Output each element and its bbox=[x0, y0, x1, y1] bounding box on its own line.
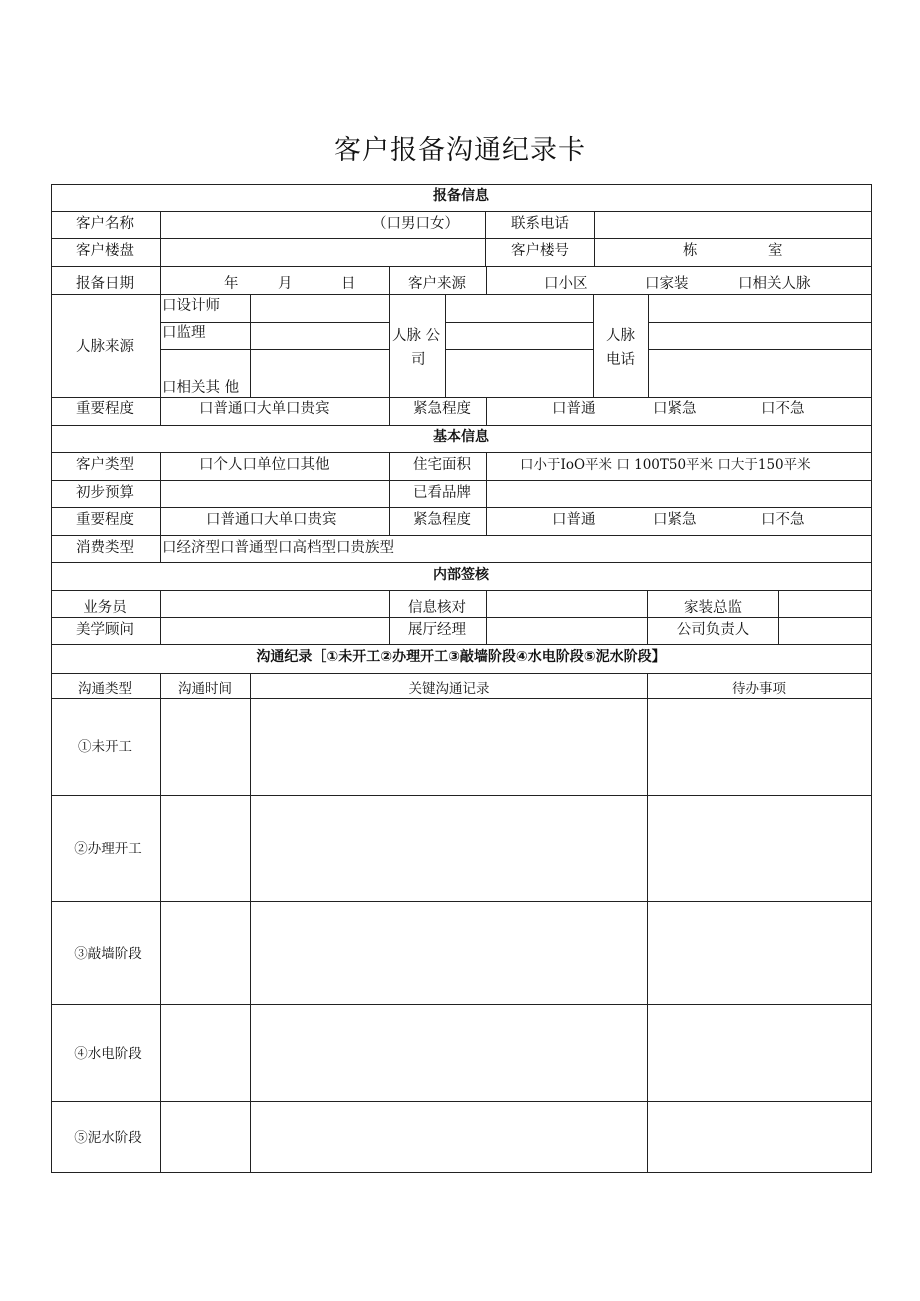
column-divider bbox=[778, 590, 779, 644]
importance-label: 重要程度 bbox=[76, 401, 134, 417]
row-divider bbox=[51, 698, 872, 699]
property-label: 客户楼盘 bbox=[76, 243, 134, 259]
source-option-community[interactable]: 口小区 bbox=[544, 276, 588, 292]
company-head-label: 公司负责人 bbox=[676, 622, 750, 638]
section-header-report: 报备信息 bbox=[433, 188, 489, 204]
stage-start-processing: ②办理开工 bbox=[74, 841, 142, 857]
column-divider bbox=[389, 294, 390, 425]
customer-name-label: 客户名称 bbox=[76, 216, 134, 232]
urgency-option-urgent[interactable]: 口紧急 bbox=[653, 401, 697, 417]
network-phone-label: 人脉 bbox=[606, 328, 635, 344]
customer-type-label: 客户类型 bbox=[76, 457, 134, 473]
column-divider bbox=[647, 590, 648, 644]
stage-not-started: ①未开工 bbox=[78, 739, 132, 755]
column-divider bbox=[160, 211, 161, 425]
consumption-options[interactable]: 口经济型口普通型口高档型口贵族型 bbox=[162, 540, 394, 556]
table-border-bottom bbox=[51, 1172, 872, 1173]
basic-urgency-option-urgent[interactable]: 口紧急 bbox=[653, 512, 697, 528]
row-divider bbox=[51, 211, 872, 212]
column-header-record: 关键沟通记录 bbox=[408, 681, 490, 697]
column-divider bbox=[486, 590, 487, 644]
consumption-label: 消费类型 bbox=[76, 540, 134, 556]
info-check-label: 信息核对 bbox=[408, 600, 466, 616]
row-divider bbox=[51, 617, 872, 618]
stage-wall-demolition: ③敲墙阶段 bbox=[74, 946, 142, 962]
column-divider bbox=[389, 452, 390, 535]
column-divider bbox=[594, 211, 595, 266]
row-divider bbox=[51, 425, 872, 426]
basic-urgency-option-not-urgent[interactable]: 口不急 bbox=[761, 512, 805, 528]
row-divider bbox=[160, 322, 389, 323]
urgency-option-not-urgent[interactable]: 口不急 bbox=[761, 401, 805, 417]
column-divider bbox=[648, 294, 649, 397]
urgency-label: 紧急程度 bbox=[413, 401, 471, 417]
column-header-todo: 待办事项 bbox=[732, 681, 786, 697]
report-date-label: 报备日期 bbox=[76, 276, 134, 292]
column-divider bbox=[250, 294, 251, 397]
row-divider bbox=[445, 349, 593, 350]
date-year: 年 bbox=[224, 276, 239, 292]
column-divider bbox=[485, 211, 486, 266]
basic-importance-label: 重要程度 bbox=[76, 512, 134, 528]
gender-options[interactable]: （口男口女） bbox=[372, 216, 459, 232]
salesperson-label: 业务员 bbox=[83, 600, 127, 616]
table-border-left bbox=[51, 184, 52, 1173]
column-divider bbox=[445, 294, 446, 397]
date-month: 月 bbox=[278, 276, 293, 292]
hall-manager-label: 展厅经理 bbox=[408, 622, 466, 638]
column-header-time: 沟通时间 bbox=[178, 681, 232, 697]
budget-label: 初步预算 bbox=[76, 485, 134, 501]
column-divider bbox=[486, 397, 487, 425]
row-divider bbox=[51, 535, 872, 536]
column-divider bbox=[593, 294, 594, 397]
section-header-basic: 基本信息 bbox=[433, 429, 489, 445]
column-divider bbox=[486, 266, 487, 294]
column-divider bbox=[486, 452, 487, 535]
row-divider bbox=[51, 397, 872, 398]
network-label: 人脉来源 bbox=[76, 339, 134, 355]
row-divider bbox=[51, 507, 872, 508]
column-divider bbox=[160, 673, 161, 1172]
stage-masonry: ⑤泥水阶段 bbox=[74, 1130, 142, 1146]
source-option-network[interactable]: 口相关人脉 bbox=[738, 276, 811, 292]
row-divider bbox=[51, 590, 872, 591]
basic-importance-options[interactable]: 口普通口大单口贵宾 bbox=[206, 512, 337, 528]
customer-type-options[interactable]: 口个人口单位口其他 bbox=[199, 457, 330, 473]
row-divider bbox=[51, 452, 872, 453]
deco-director-label: 家装总监 bbox=[684, 600, 742, 616]
room-unit: 室 bbox=[768, 243, 783, 259]
date-day: 日 bbox=[341, 276, 356, 292]
network-option-designer[interactable]: 口设计师 bbox=[162, 298, 220, 314]
row-divider bbox=[648, 322, 872, 323]
urgency-option-normal[interactable]: 口普通 bbox=[552, 401, 596, 417]
column-divider bbox=[160, 452, 161, 562]
row-divider bbox=[51, 673, 872, 674]
row-divider bbox=[51, 1101, 872, 1102]
basic-urgency-label: 紧急程度 bbox=[413, 512, 471, 528]
column-divider bbox=[160, 590, 161, 644]
network-company-label-2: 司 bbox=[411, 352, 426, 368]
building-unit: 栋 bbox=[683, 243, 698, 259]
row-divider bbox=[51, 266, 872, 267]
column-divider bbox=[647, 673, 648, 1172]
row-divider bbox=[51, 294, 872, 295]
row-divider bbox=[51, 238, 872, 239]
area-options[interactable]: 口小于IoO平米 口 100T50平米 口大于150平米 bbox=[520, 457, 811, 473]
network-option-other[interactable]: 口相关其 他 bbox=[162, 380, 240, 396]
source-label: 客户来源 bbox=[408, 276, 466, 292]
phone-label: 联系电话 bbox=[511, 216, 569, 232]
table-border-right bbox=[871, 184, 872, 1173]
building-label: 客户楼号 bbox=[511, 243, 569, 259]
row-divider bbox=[445, 322, 593, 323]
network-phone-label-2: 电话 bbox=[606, 352, 635, 368]
basic-urgency-option-normal[interactable]: 口普通 bbox=[552, 512, 596, 528]
section-header-communication: 沟通纪录［①未开工②办理开工③敲墙阶段④水电阶段⑤泥水阶段】 bbox=[256, 649, 666, 665]
row-divider bbox=[51, 644, 872, 645]
row-divider bbox=[648, 349, 872, 350]
column-divider bbox=[250, 673, 251, 1172]
aesthetic-consultant-label: 美学顾问 bbox=[76, 622, 134, 638]
row-divider bbox=[51, 562, 872, 563]
row-divider bbox=[160, 349, 389, 350]
importance-options[interactable]: 口普通口大单口贵宾 bbox=[199, 401, 330, 417]
brand-label: 已看品牌 bbox=[413, 485, 471, 501]
column-divider bbox=[389, 590, 390, 644]
column-header-type: 沟通类型 bbox=[78, 681, 132, 697]
column-divider bbox=[389, 266, 390, 294]
stage-plumbing-electrical: ④水电阶段 bbox=[74, 1046, 142, 1062]
table-border-top bbox=[51, 184, 872, 185]
row-divider bbox=[51, 795, 872, 796]
page-title: 客户报备沟通纪录卡 bbox=[334, 135, 586, 166]
area-label: 住宅面积 bbox=[413, 457, 471, 473]
network-option-supervisor[interactable]: 口监理 bbox=[162, 325, 206, 341]
row-divider bbox=[51, 1004, 872, 1005]
network-company-label: 人脉 公 bbox=[392, 328, 441, 344]
section-header-internal: 内部签核 bbox=[433, 567, 489, 583]
source-option-decoration[interactable]: 口家装 bbox=[645, 276, 689, 292]
row-divider bbox=[51, 901, 872, 902]
row-divider bbox=[51, 480, 872, 481]
